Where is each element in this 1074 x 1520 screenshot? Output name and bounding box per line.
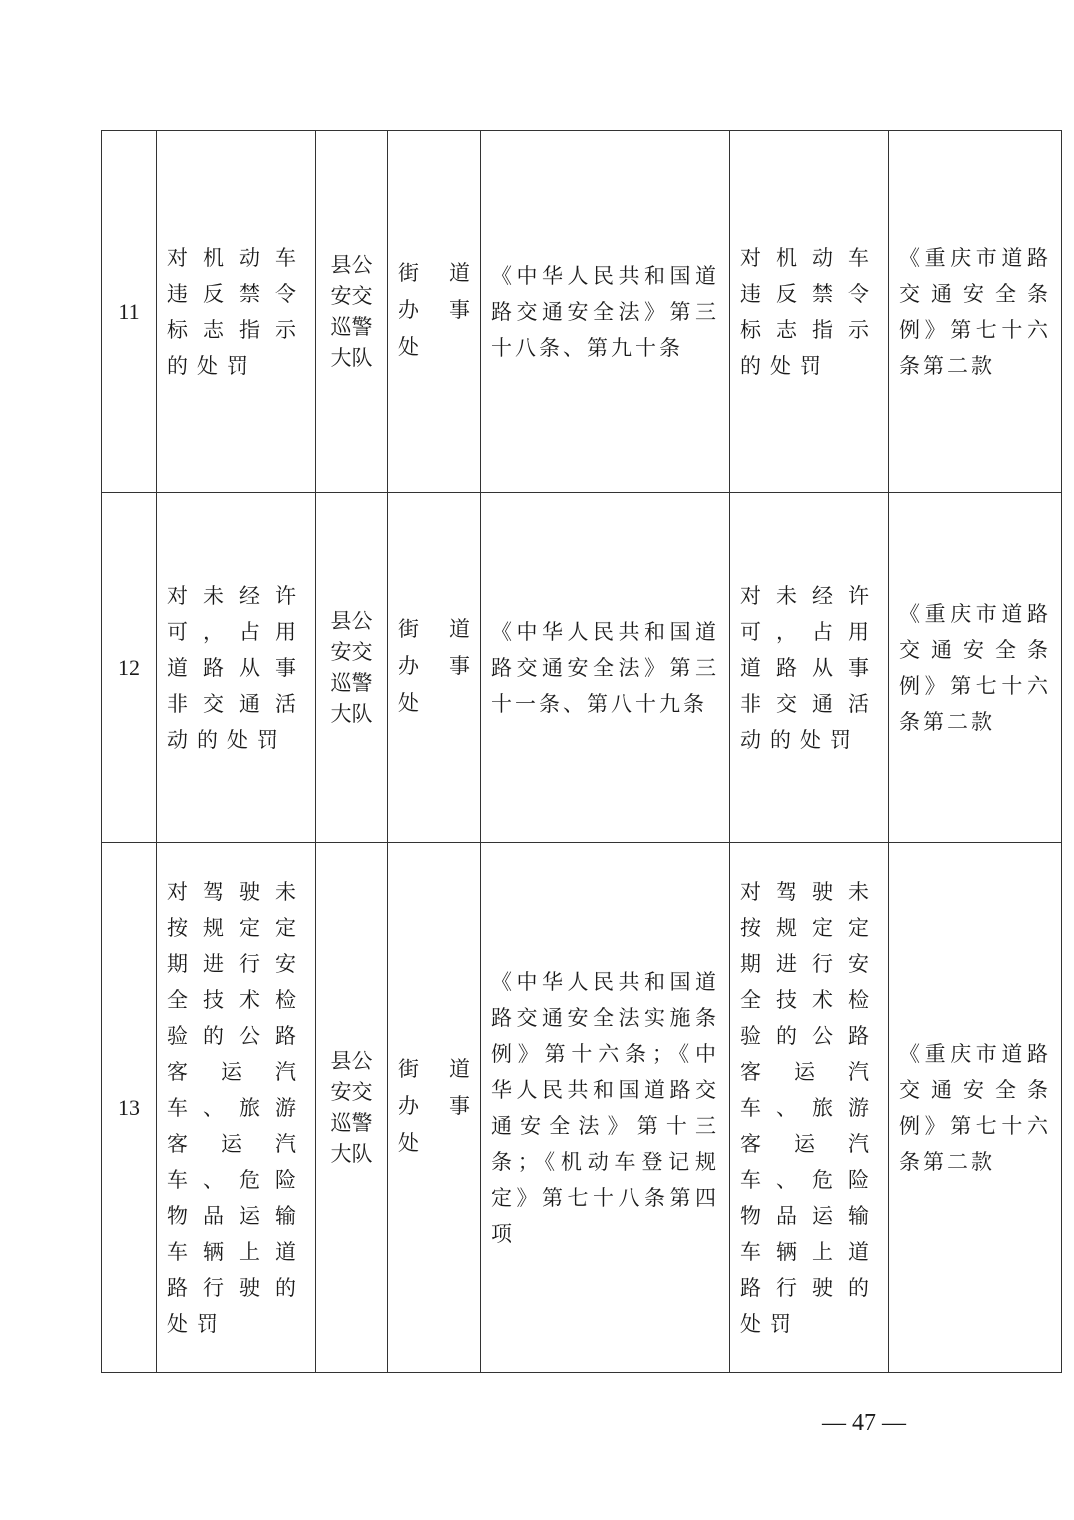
item-repeat: 对未经许可，占用道路从事非交通活动的处罚 <box>740 583 878 752</box>
coop-cell <box>388 843 481 1373</box>
page-number: — 47 — <box>822 1410 906 1436</box>
responsible-unit: 县公安交巡警大队 <box>330 608 373 726</box>
coop-char: 街 <box>398 616 419 641</box>
coop-char: 道 <box>449 1056 470 1081</box>
table-row <box>102 493 1062 843</box>
coop-department <box>388 1053 480 1163</box>
enforcement-table <box>101 130 1062 1373</box>
responsible-unit: 县公安交巡警大队 <box>330 1048 373 1166</box>
coop-char: 办 <box>398 297 419 322</box>
table-row <box>102 131 1062 493</box>
law-basis: 《中华人民共和国道路交通安全法实施条例》第十六条；《中华人民共和国道路交通安全法》第十三条；《机动车登记规定》第七十八条第四项 <box>491 969 719 1246</box>
unit-cell <box>316 493 388 843</box>
local-regulation: 《重庆市道路交通安全条例》第七十六条第二款 <box>899 601 1051 734</box>
item-name: 对驾驶未按规定定期进行安全技术检验的公路客运汽车、旅游客运汽车、危险物品运输车辆上道路行驶的处罚 <box>167 879 305 1336</box>
item-repeat-cell <box>730 843 889 1373</box>
coop-char: 事 <box>449 1093 470 1118</box>
unit-cell <box>316 843 388 1373</box>
law-basis: 《中华人民共和国道路交通安全法》第三十八条、第九十条 <box>491 263 719 360</box>
law-basis: 《中华人民共和国道路交通安全法》第三十一条、第八十九条 <box>491 619 719 716</box>
coop-cell <box>388 131 481 493</box>
item-name: 对机动车违反禁令标志指示的处罚 <box>167 245 305 378</box>
coop-char: 办 <box>398 1093 419 1118</box>
item-name-cell <box>157 843 316 1373</box>
item-name: 对未经许可，占用道路从事非交通活动的处罚 <box>167 583 305 752</box>
responsible-unit: 县公安交巡警大队 <box>330 252 373 370</box>
coop-char: 道 <box>449 260 470 285</box>
item-repeat: 对机动车违反禁令标志指示的处罚 <box>740 245 878 378</box>
item-name-cell <box>157 493 316 843</box>
item-repeat: 对驾驶未按规定定期进行安全技术检验的公路客运汽车、旅游客运汽车、危险物品运输车辆上道路行驶的处罚 <box>740 879 878 1336</box>
coop-char: 道 <box>449 616 470 641</box>
law-basis-cell <box>481 493 730 843</box>
coop-char: 办 <box>398 653 419 678</box>
coop-cell <box>388 493 481 843</box>
item-repeat-cell <box>730 131 889 493</box>
unit-cell <box>316 131 388 493</box>
coop-char: 事 <box>449 653 470 678</box>
local-regulation-cell <box>889 493 1062 843</box>
coop-char: 街 <box>398 1056 419 1081</box>
coop-department <box>388 613 480 723</box>
row-number: 11 <box>102 131 157 493</box>
local-regulation: 《重庆市道路交通安全条例》第七十六条第二款 <box>899 245 1051 378</box>
local-regulation-cell <box>889 843 1062 1373</box>
coop-department <box>388 257 480 367</box>
row-number: 12 <box>102 493 157 843</box>
coop-char: 事 <box>449 297 470 322</box>
item-name-cell <box>157 131 316 493</box>
row-number: 13 <box>102 843 157 1373</box>
local-regulation: 《重庆市道路交通安全条例》第七十六条第二款 <box>899 1041 1051 1174</box>
item-repeat-cell <box>730 493 889 843</box>
law-basis-cell <box>481 843 730 1373</box>
coop-char: 处 <box>398 1130 419 1155</box>
local-regulation-cell <box>889 131 1062 493</box>
coop-char: 处 <box>398 334 419 359</box>
coop-char: 处 <box>398 690 419 715</box>
law-basis-cell <box>481 131 730 493</box>
coop-char: 街 <box>398 260 419 285</box>
table-row <box>102 843 1062 1373</box>
